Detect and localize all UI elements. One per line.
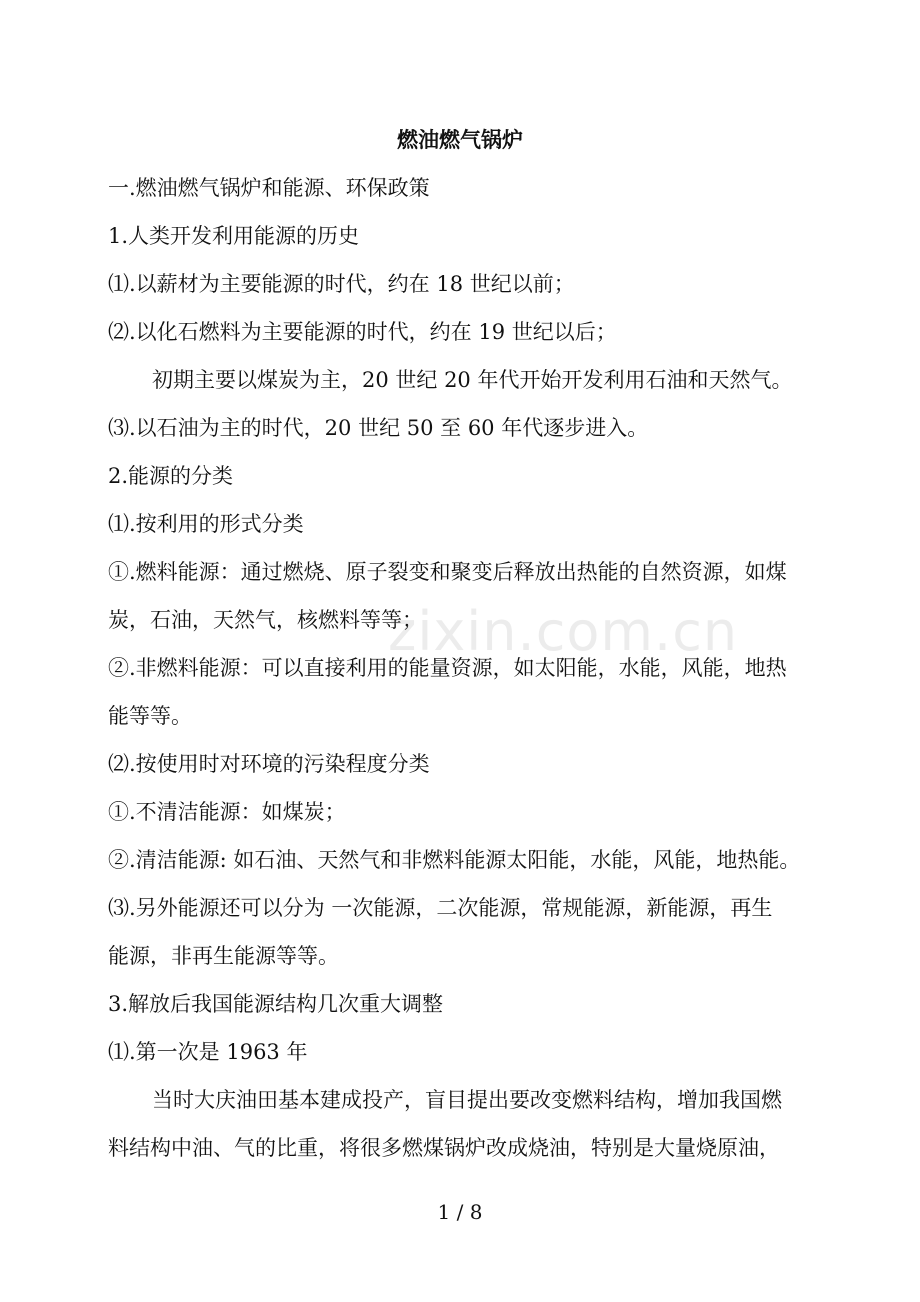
body-line: ⑴.以薪材为主要能源的时代，约在 18 世纪以前； [108,272,575,296]
heading-line: 2.能源的分类 [108,464,234,488]
body-line: ⑴.第一次是 1963 年 [108,1040,308,1064]
page-number: 1 / 8 [437,1200,483,1224]
body-line: ⑵.以化石燃料为主要能源的时代，约在 19 世纪以后； [108,320,617,344]
watermark: zixin.com.cn [388,600,739,663]
body-line: ②.清洁能源: 如石油、天然气和非燃料能源太阳能，水能，风能，地热能。 [108,848,801,872]
body-line: ⑶.以石油为主的时代，20 世纪 50 至 60 年代逐步进入。 [108,416,649,440]
body-line: 料结构中油、气的比重，将很多燃煤锅炉改成烧油，特别是大量烧原油， [108,1136,780,1160]
body-line: ⑵.按使用时对环境的污染程度分类 [108,752,430,776]
body-line: ①.燃料能源：通过燃烧、原子裂变和聚变后释放出热能的自然资源，如煤 [108,560,787,584]
heading-line: 3.解放后我国能源结构几次重大调整 [108,992,444,1016]
body-line: ⑶.另外能源还可以分为 一次能源，二次能源，常规能源，新能源，再生 [108,896,773,920]
body-line: 初期主要以煤炭为主，20 世纪 20 年代开始开发利用石油和天然气。 [152,368,793,392]
body-line: ①.不清洁能源：如煤炭； [108,800,346,824]
body-line: 炭，石油，天然气，核燃料等等； [108,608,423,632]
document-title: 燃油燃气锅炉 [397,127,523,152]
body-line: 能源，非再生能源等等。 [108,944,339,968]
body-line: ⑴.按利用的形式分类 [108,512,304,536]
body-line: 能等等。 [108,704,192,728]
heading-line: 一.燃油燃气锅炉和能源、环保政策 [108,176,430,200]
body-line: ②.非燃料能源：可以直接利用的能量资源，如太阳能，水能，风能，地热 [108,656,787,680]
heading-line: 1.人类开发利用能源的历史 [108,224,360,248]
body-line: 当时大庆油田基本建成投产，盲目提出要改变燃料结构，增加我国燃 [152,1088,782,1112]
